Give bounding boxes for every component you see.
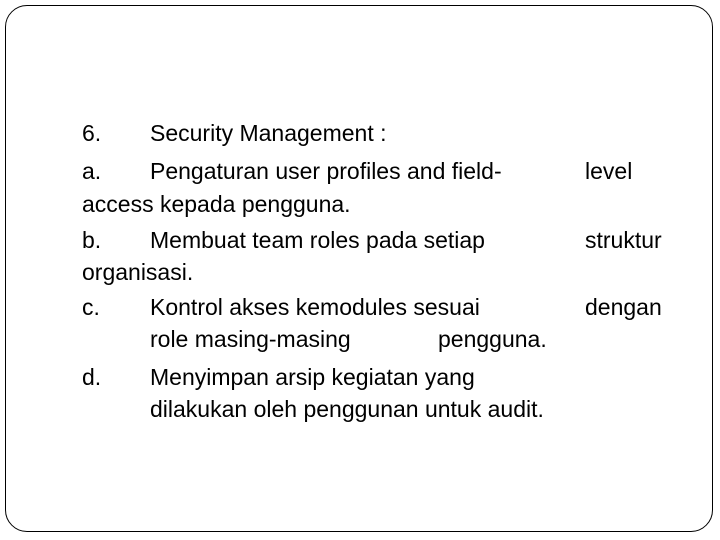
item-d-text-line2: dilakukan oleh penggunan untuk audit. — [150, 396, 544, 422]
item-d-text-line1: Menyimpan arsip kegiatan yang — [150, 364, 475, 390]
item-d-marker: d. — [82, 364, 102, 390]
heading-title: Security Management : — [150, 120, 387, 146]
heading-number: 6. — [82, 120, 102, 146]
item-a-text-line1-end: level — [585, 158, 633, 184]
item-b-text-line1-end: struktur — [585, 227, 662, 253]
item-c-text-line1: Kontrol akses kemodules sesuai — [150, 294, 480, 320]
item-a-text-line2: access kepada pengguna. — [82, 191, 351, 217]
item-c-text-line2b: pengguna. — [438, 326, 547, 352]
item-a-text-line1: Pengaturan user profiles and field- — [150, 158, 502, 184]
item-c-marker: c. — [82, 294, 100, 320]
item-b-marker: b. — [82, 227, 102, 253]
item-a-marker: a. — [82, 158, 102, 184]
item-b-text-line2: organisasi. — [82, 259, 194, 285]
item-b-text-line1: Membuat team roles pada setiap — [150, 227, 485, 253]
item-c-text-line1-end: dengan — [585, 294, 662, 320]
item-c-text-line2a: role masing-masing — [150, 326, 351, 352]
